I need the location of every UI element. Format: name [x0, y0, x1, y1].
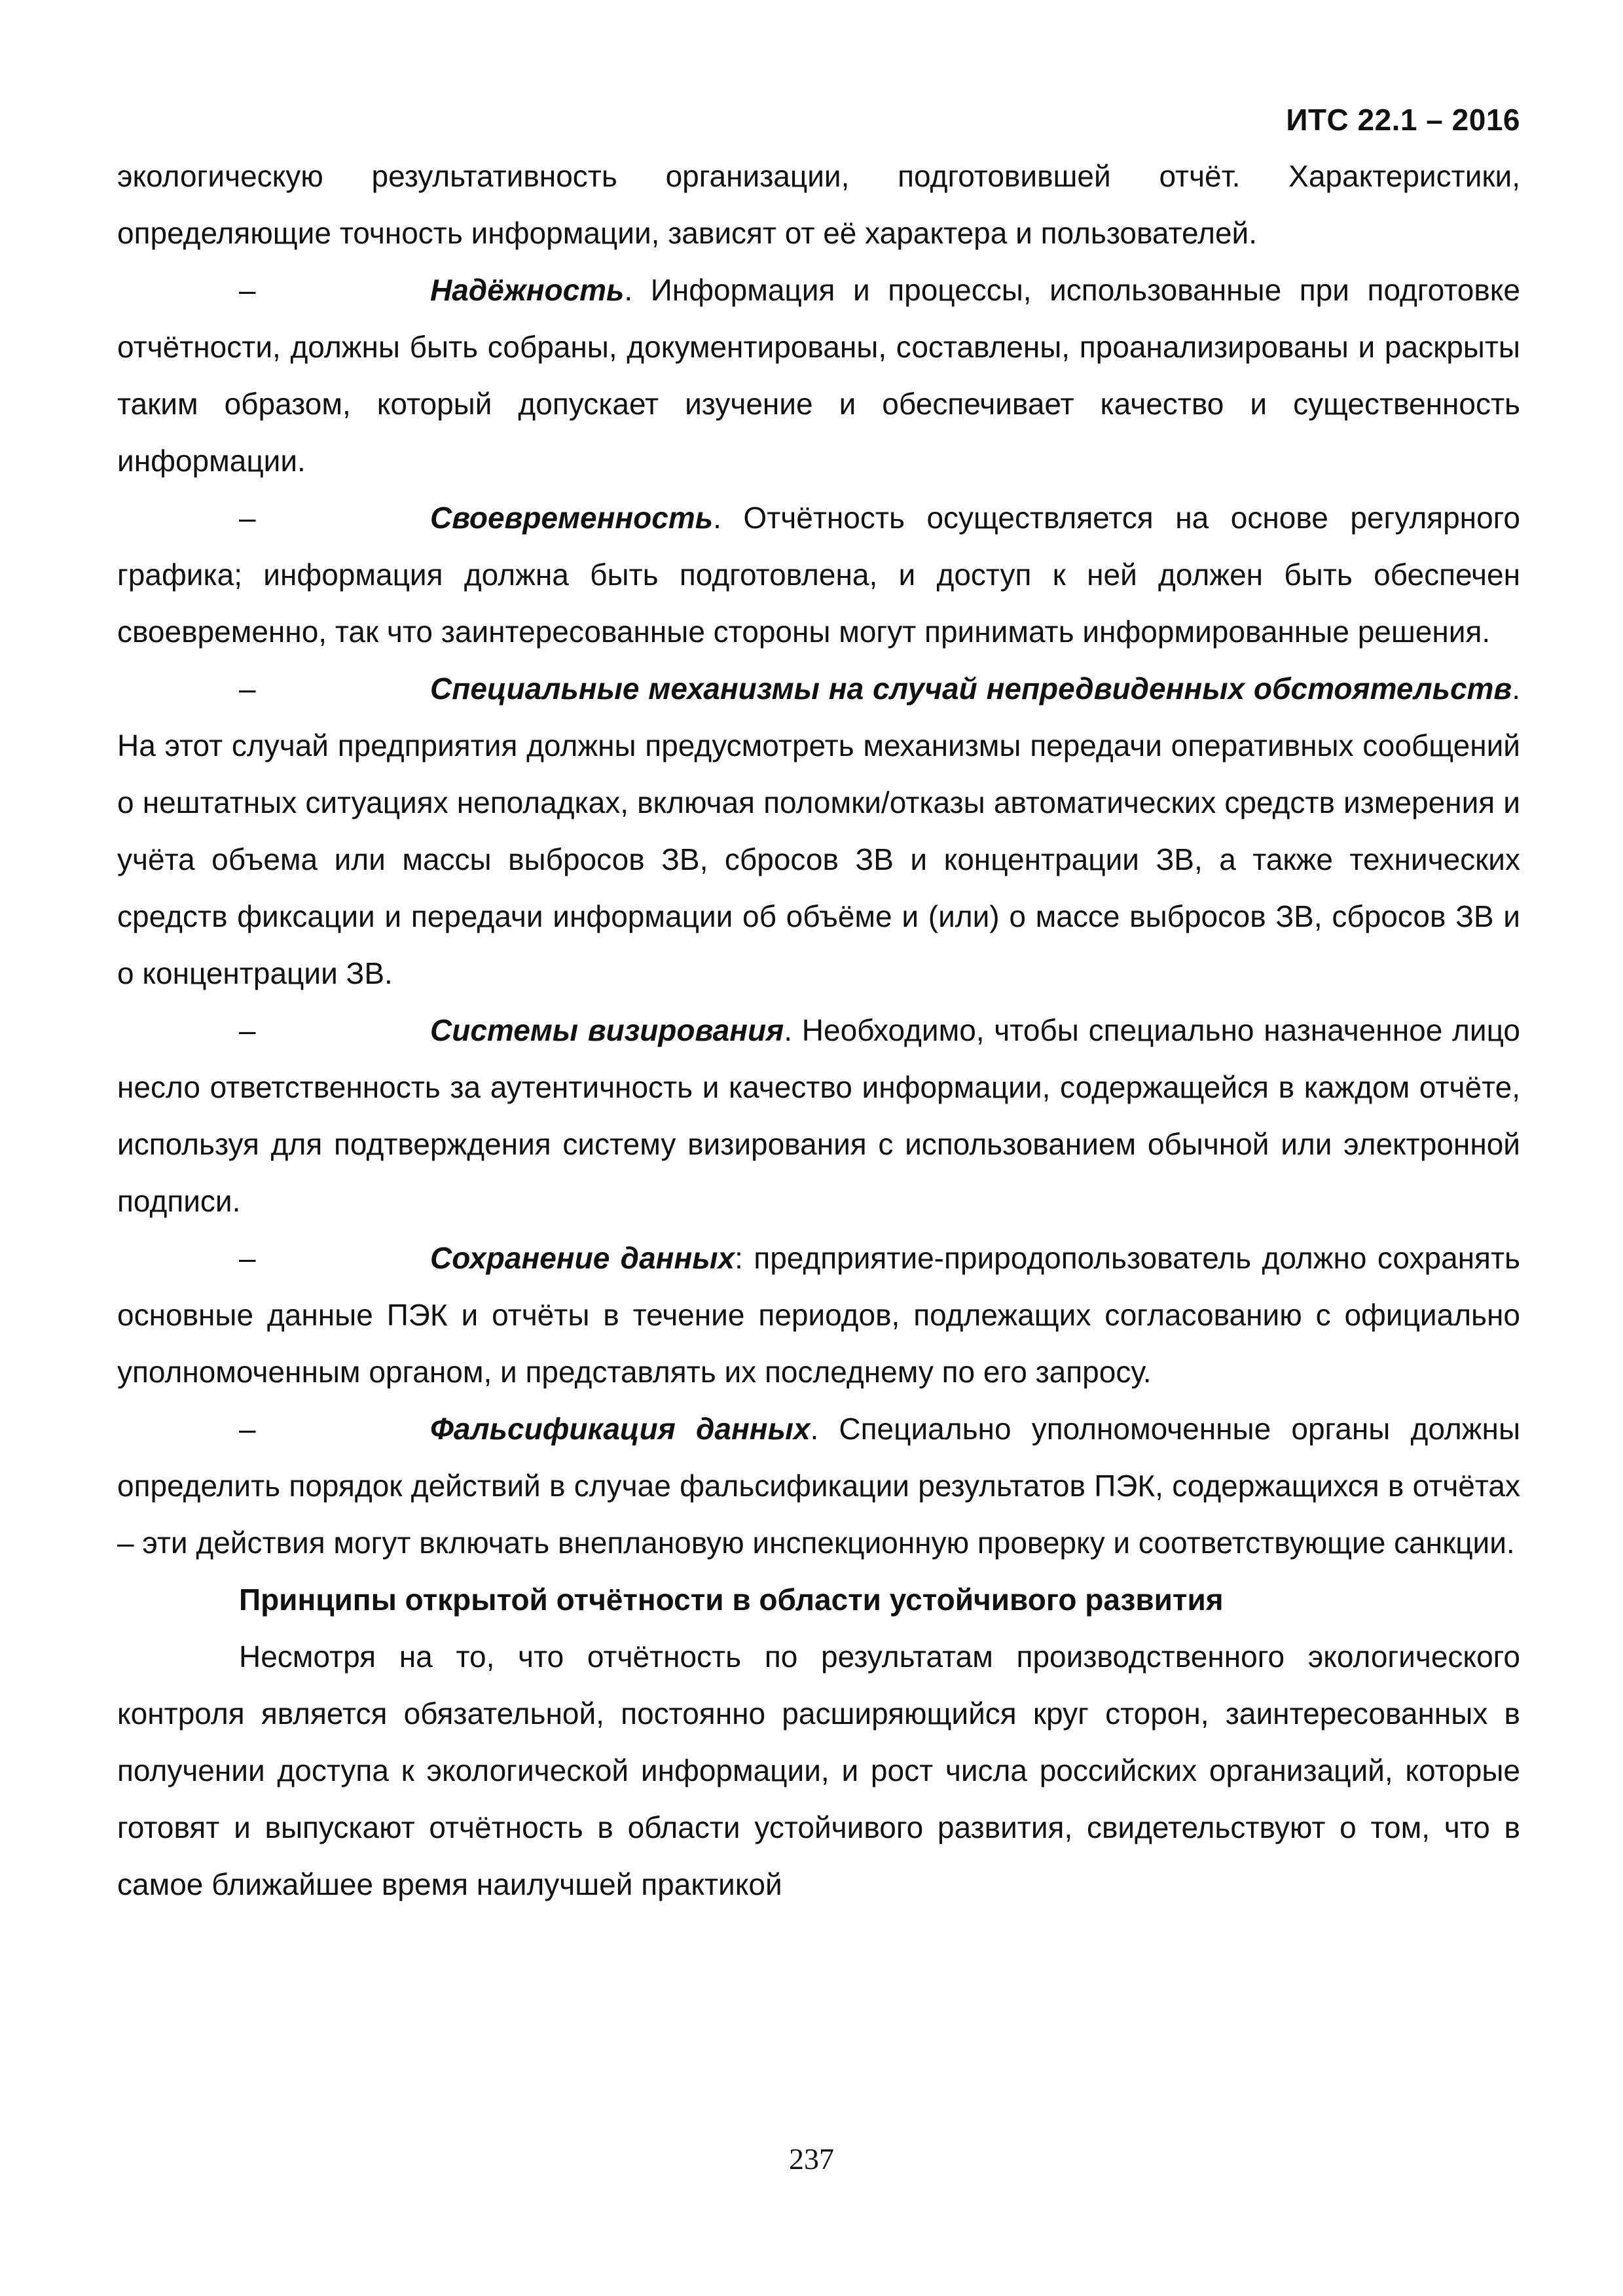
list-item-term: Специальные механизмы на случай непредвиденных обстоятельств	[430, 672, 1512, 706]
dash-bullet: –	[239, 672, 256, 706]
list-item-term: Фальсификация данных	[430, 1412, 811, 1446]
list-item-punct: .	[624, 273, 633, 307]
dash-bullet: –	[239, 273, 256, 307]
dash-bullet: –	[239, 501, 256, 535]
list-item-data-retention	[117, 1230, 1520, 1401]
intro-paragraph: экологическую результативность организации, подготовившей отчёт. Характеристики, определяющие точность информации, зависят от её характера и пользователей.	[117, 159, 1520, 250]
list-item-contingency	[117, 660, 1520, 1002]
list-item-reliability	[117, 262, 1520, 490]
dash-bullet: –	[239, 1013, 256, 1047]
list-item-data-falsification	[117, 1401, 1520, 1571]
dash-bullet: –	[239, 1412, 256, 1446]
list-item-text: Отчётность осуществляется на основе регулярного графика; информация должна быть подготовлена, и доступ к ней должен быть обеспечен своевременно, так что заинтересованные стороны могут принимать информированные решения.	[117, 501, 1520, 649]
list-item-punct: :	[735, 1241, 743, 1275]
section-heading: Принципы открытой отчётности в области устойчивого развития	[239, 1583, 1224, 1617]
list-item-text: Информация и процессы, использованные при подготовке отчётности, должны быть собраны, документированы, составлены, проанализированы и раскрыты таким образом, который допускает изучение и обеспечивает качество и существенность информации.	[117, 273, 1520, 478]
page-number: 237	[789, 2142, 834, 2176]
list-item-punct: .	[1512, 672, 1520, 706]
list-item-text: На этот случай предприятия должны предусмотреть механизмы передачи оперативных сообщений о нештатных ситуациях неполадках, включая поломки/отказы автоматических средств измерения и учёта объема или массы выбросов ЗВ, сбросов ЗВ и концентрации ЗВ, а также технических средств фиксации и передачи информации об объёме и (или) о массе выбросов ЗВ, сбросов ЗВ и о концентрации ЗВ.	[117, 728, 1520, 990]
list-item-text: Специально уполномоченные органы должны определить порядок действий в случае фальсификации результатов ПЭК, содержащихся в отчётах – эти действия могут включать внеплановую инспекционную проверку и соответствующие санкции.	[117, 1412, 1521, 1560]
page-body	[117, 148, 1520, 1913]
list-item-punct: .	[810, 1412, 819, 1446]
list-item-term: Системы визирования	[430, 1013, 784, 1047]
list-item-term: Надёжность	[430, 273, 625, 307]
list-item-timeliness	[117, 490, 1520, 660]
section-paragraph: Несмотря на то, что отчётность по результатам производственного экологического контроля является обязательной, постоянно расширяющийся круг сторон, заинтересованных в получении доступа к экологической информации, и рост числа российских организаций, которые готовят и выпускают отчётность в области устойчивого развития, свидетельствуют о том, что в самое ближайшее время наилучшей практикой	[117, 1640, 1520, 1901]
document-code-header: ИТС 22.1 – 2016	[1286, 103, 1520, 137]
list-item-punct: .	[784, 1013, 793, 1047]
list-item-term: Своевременность	[430, 501, 714, 535]
list-item-text: предприятие-природопользователь должно сохранять основные данные ПЭК и отчёты в течение периодов, подлежащих согласованию с официально уполномоченным органом, и представлять их последнему по его запросу.	[117, 1241, 1520, 1389]
list-item-signoff	[117, 1002, 1520, 1230]
list-item-term: Сохранение данных	[430, 1241, 735, 1275]
list-item-text: Необходимо, чтобы специально назначенное лицо несло ответственность за аутентичность и качество информации, содержащейся в каждом отчёте, используя для подтверждения систему визирования с использованием обычной или электронной подписи.	[117, 1013, 1520, 1218]
list-item-punct: .	[713, 501, 721, 535]
dash-bullet: –	[239, 1241, 256, 1275]
